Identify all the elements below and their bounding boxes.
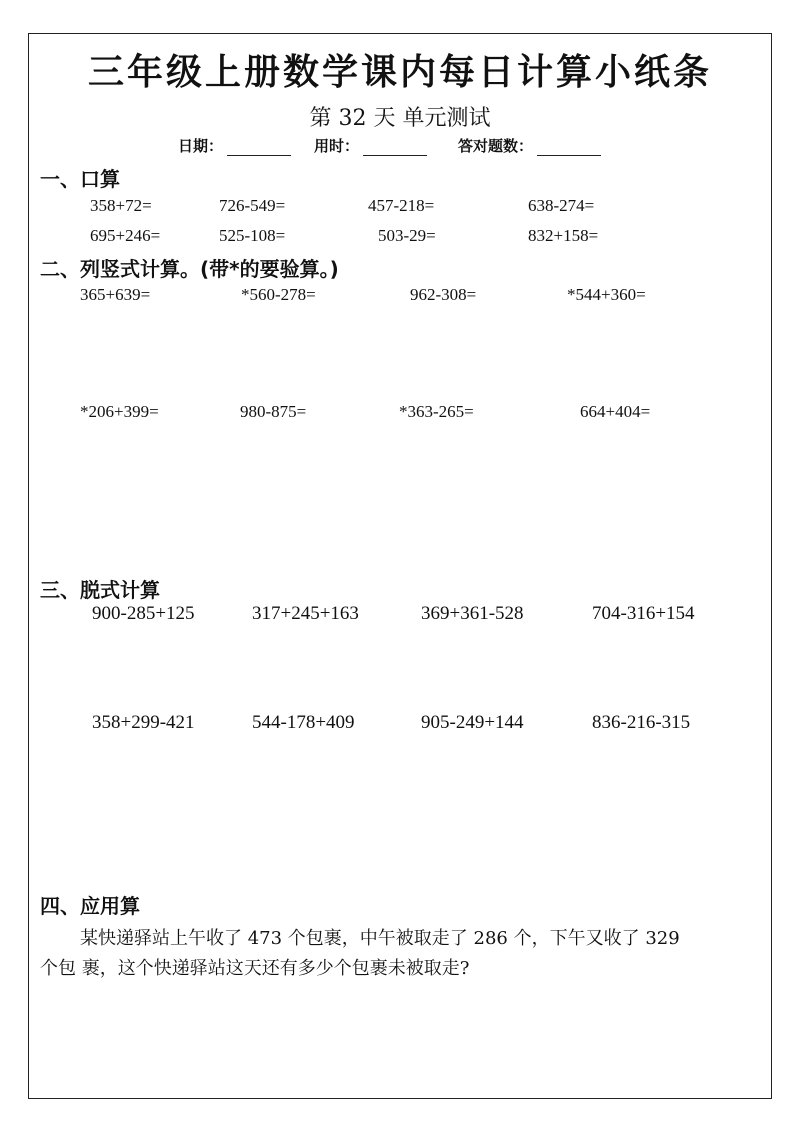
vertical-problem: 962-308= bbox=[410, 285, 477, 304]
oral-problem: 695+246= bbox=[90, 226, 161, 245]
time-label: 用时： bbox=[314, 137, 360, 155]
expression-problem: 544-178+409 bbox=[252, 712, 355, 733]
date-label: 日期： bbox=[178, 137, 224, 155]
score-blank bbox=[537, 141, 601, 156]
vertical-problem: 365+639= bbox=[80, 285, 151, 304]
time-field bbox=[314, 135, 427, 156]
score-label: 答对题数： bbox=[458, 137, 534, 155]
expression-problem: 369+361-528 bbox=[421, 603, 524, 624]
oral-problem: 358+72= bbox=[90, 196, 152, 215]
expression-problem: 905-249+144 bbox=[421, 712, 524, 733]
vertical-problem: 664+404= bbox=[580, 402, 651, 421]
oral-problem: 832+158= bbox=[528, 226, 599, 245]
section2-heading: 二、列竖式计算。(带*的要验算。) bbox=[40, 257, 339, 281]
expression-problem: 704-316+154 bbox=[592, 603, 695, 624]
section3-heading: 三、脱式计算 bbox=[40, 578, 160, 602]
date-field bbox=[178, 135, 291, 156]
word-problem-line2: 个包 裹，这个快递驿站这天还有多少个包裹未被取走? bbox=[40, 958, 470, 979]
score-field bbox=[458, 135, 601, 156]
expression-problem: 900-285+125 bbox=[92, 603, 195, 624]
date-blank bbox=[227, 141, 291, 156]
word-problem-line1: 某快递驿站上午收了 473 个包裹，中午被取走了 286 个，下午又收了 329 bbox=[80, 928, 680, 949]
time-blank bbox=[363, 141, 427, 156]
oral-problem: 525-108= bbox=[219, 226, 286, 245]
oral-problem: 457-218= bbox=[368, 196, 435, 215]
oral-problem: 503-29= bbox=[378, 226, 436, 245]
oral-problem: 726-549= bbox=[219, 196, 286, 215]
vertical-problem: *560-278= bbox=[241, 285, 316, 304]
vertical-problem: *544+360= bbox=[567, 285, 646, 304]
worksheet-title: 三年级上册数学课内每日计算小纸条 bbox=[87, 52, 712, 93]
oral-problem: 638-274= bbox=[528, 196, 595, 215]
worksheet-subtitle: 第 32 天 单元测试 bbox=[309, 106, 491, 131]
expression-problem: 317+245+163 bbox=[252, 603, 359, 624]
vertical-problem: *363-265= bbox=[399, 402, 474, 421]
section4-heading: 四、应用算 bbox=[40, 894, 140, 918]
vertical-problem: *206+399= bbox=[80, 402, 159, 421]
vertical-problem: 980-875= bbox=[240, 402, 307, 421]
expression-problem: 358+299-421 bbox=[92, 712, 195, 733]
expression-problem: 836-216-315 bbox=[592, 712, 691, 733]
section1-heading: 一、口算 bbox=[40, 167, 120, 191]
